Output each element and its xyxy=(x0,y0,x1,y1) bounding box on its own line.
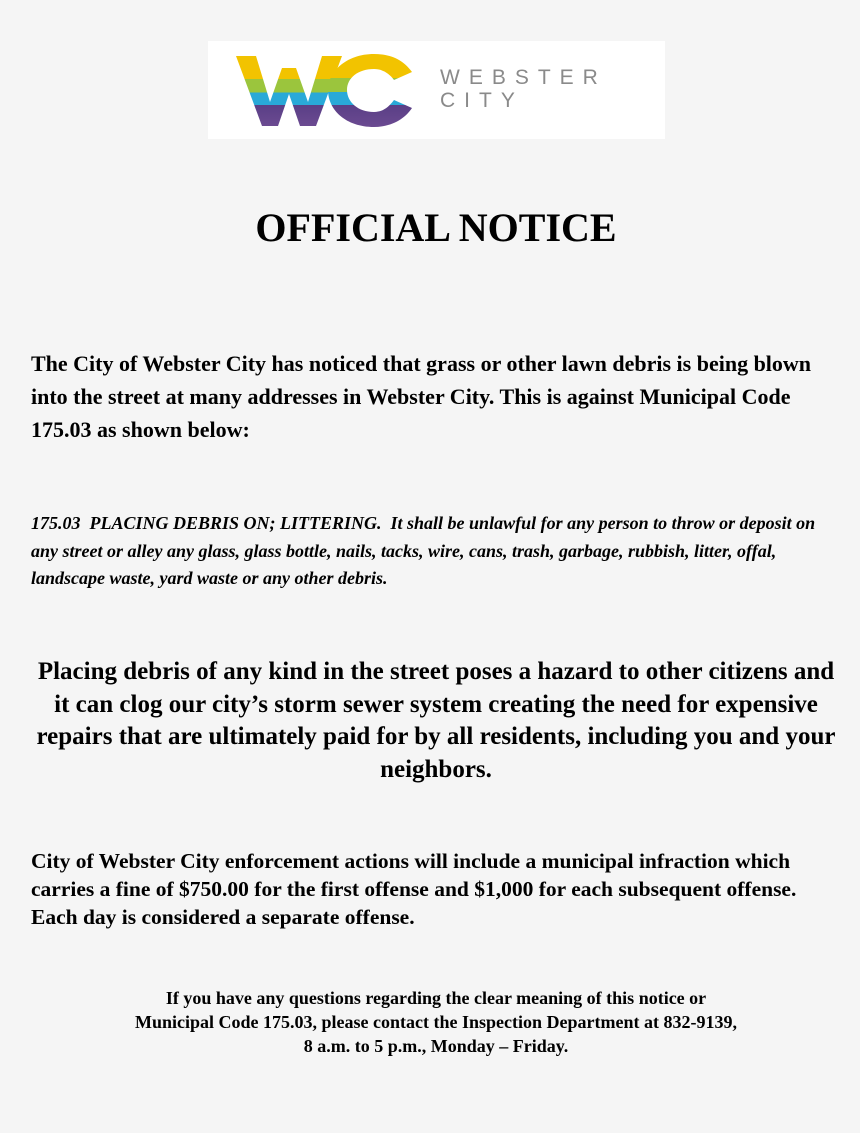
hazard-statement: Placing debris of any kind in the street poses a hazard to other citizens and it can clog our city’s storm sewer system creating the need for expensive repairs that are ultimately paid for by all residents, including you and your neighbors. xyxy=(36,658,836,783)
enforcement-paragraph: City of Webster City enforcement actions will include a municipal infraction which carries a fine of $750.00 for the first offense and $1,000 for each subsequent offense. Each day is considered a separate offense. xyxy=(31,849,808,929)
notice-title: OFFICIAL NOTICE xyxy=(255,205,617,250)
intro-paragraph: The City of Webster City has noticed that grass or other lawn debris is being blown into the street at many addresses in Webster City. This is against Municipal Code 175.03 as shown below: xyxy=(31,351,812,442)
contact-information: If you have any questions regarding the clear meaning of this notice or Municipal Code 175.03, please contact the Inspection Department at 832-9139, 8 a.m. to 5 p.m., Monday – Friday. xyxy=(135,988,737,1056)
logo-wordmark xyxy=(440,66,607,112)
logo-line-city: CITY xyxy=(440,89,524,112)
municipal-code-quote: 175.03 PLACING DEBRIS ON; LITTERING. It shall be unlawful for any person to throw or deposit on any street or alley any glass, glass bottle, nails, tacks, wire, cans, trash, garbage, rubbish, litter, offal, landscape waste, yard waste or any other debris. xyxy=(31,513,820,588)
webster-city-logo-mark xyxy=(234,50,416,130)
city-logo xyxy=(208,41,665,139)
logo-line-webster: WEBSTER xyxy=(440,66,607,89)
